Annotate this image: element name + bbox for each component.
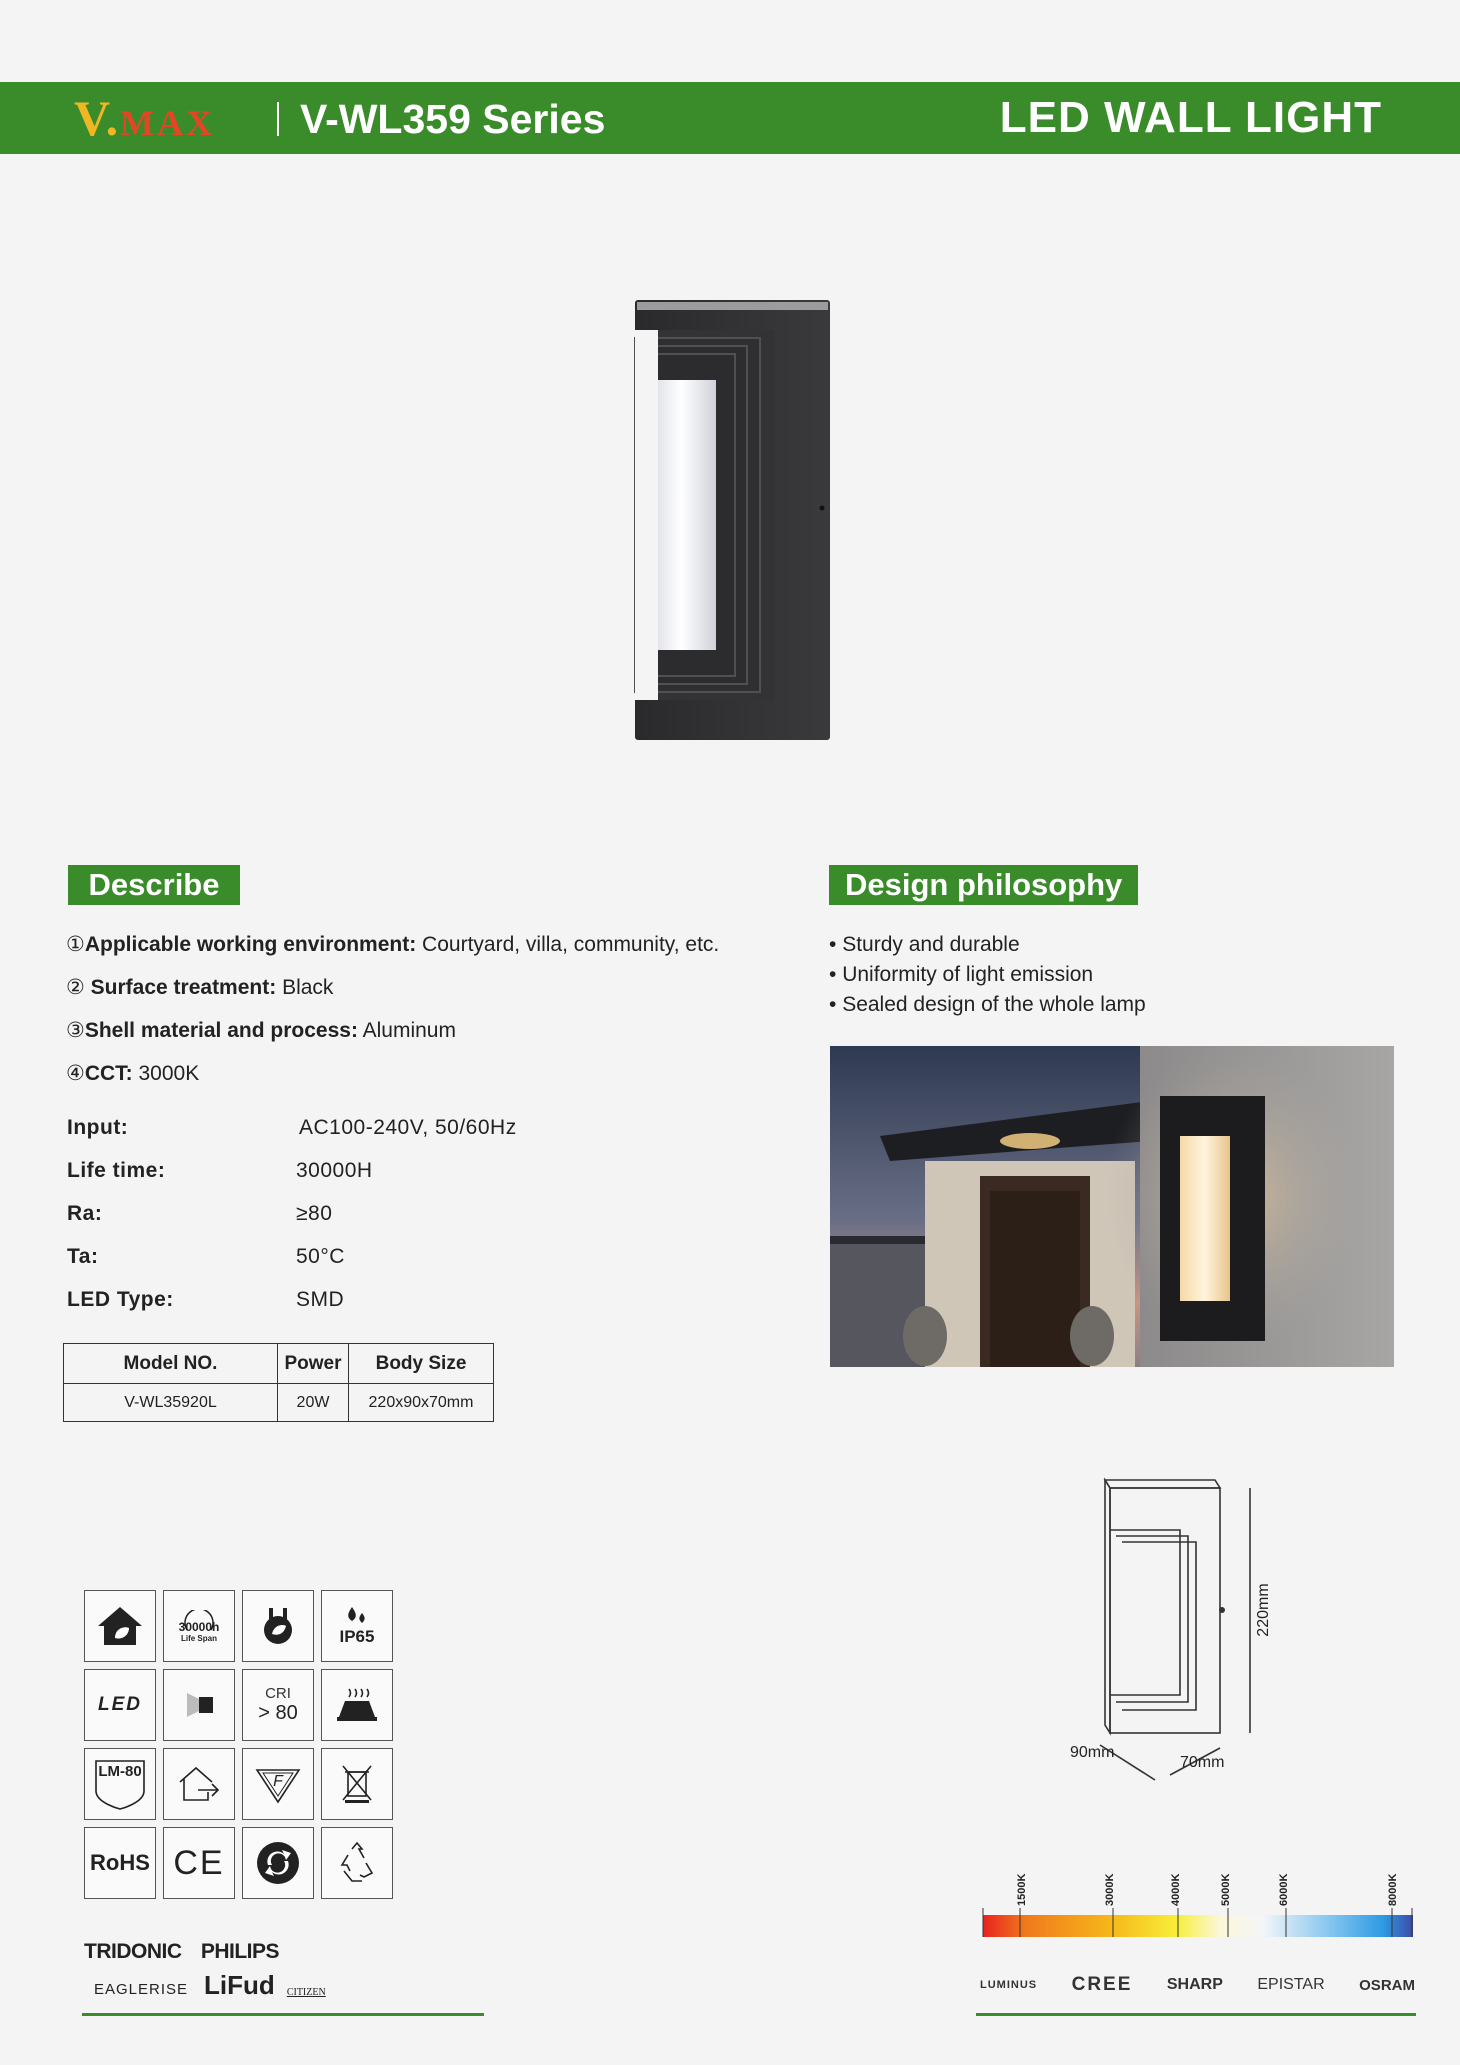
brand-separator bbox=[277, 102, 279, 136]
product-photo bbox=[625, 290, 840, 750]
brand-main: V. bbox=[74, 90, 121, 146]
list-item: • Sturdy and durable bbox=[829, 930, 1146, 960]
led-icon: LED bbox=[84, 1669, 156, 1741]
brand-logo bbox=[74, 88, 215, 153]
driver-brand-logos bbox=[84, 1940, 326, 1998]
green-dot-icon bbox=[242, 1827, 314, 1899]
list-item: • Uniformity of light emission bbox=[829, 960, 1146, 990]
lifud-logo: LiFud bbox=[204, 1970, 275, 2000]
table-header-model: Model NO. bbox=[64, 1344, 278, 1384]
weee-bin-icon bbox=[321, 1748, 393, 1820]
certification-icon-grid bbox=[84, 1590, 393, 1899]
chip-brand-logos bbox=[980, 1974, 1415, 1996]
installation-scene-photo bbox=[830, 1046, 1394, 1367]
driver-brand-row-1 bbox=[84, 1940, 326, 1964]
ip65-icon: IP65 bbox=[321, 1590, 393, 1662]
describe-line-environment: ①Applicable working environment: Courtyard, villa, community, etc. bbox=[66, 933, 720, 956]
beam-angle-icon bbox=[163, 1669, 235, 1741]
driver-brand-row-2 bbox=[84, 1972, 326, 1998]
plug-leaf-icon bbox=[242, 1590, 314, 1662]
sharp-logo: SHARP bbox=[1166, 1976, 1223, 1993]
model-table bbox=[63, 1343, 494, 1422]
dimension-height-label: 220mm bbox=[1255, 1583, 1272, 1637]
table-cell-model: V-WL35920L bbox=[64, 1384, 278, 1422]
footer-line-right bbox=[976, 2013, 1416, 2016]
design-bullet-list bbox=[829, 930, 1146, 1020]
f-mark-icon: F bbox=[242, 1748, 314, 1820]
table-row bbox=[64, 1384, 494, 1422]
cct-color-scale bbox=[980, 1860, 1415, 1940]
philips-logo: PHILIPS bbox=[200, 1940, 280, 1963]
table-cell-body-size: 220x90x70mm bbox=[349, 1384, 494, 1422]
design-philosophy-title: Design philosophy bbox=[829, 865, 1138, 905]
ce-icon: CE bbox=[163, 1827, 235, 1899]
lm80-icon: LM-80 bbox=[84, 1748, 156, 1820]
life-span-icon: 30000h Life Span bbox=[163, 1590, 235, 1662]
dimension-depth-label: 70mm bbox=[1180, 1754, 1225, 1771]
series-title: V-WL359 Series bbox=[300, 96, 606, 142]
cct-tick-label: 3000K bbox=[1104, 1873, 1116, 1906]
cree-logo: CREE bbox=[1071, 1974, 1133, 1995]
describe-line-surface: ② Surface treatment: Black bbox=[66, 976, 334, 999]
table-cell-power: 20W bbox=[278, 1384, 349, 1422]
epistar-logo: EPISTAR bbox=[1257, 1976, 1325, 1993]
recycle-icon bbox=[321, 1827, 393, 1899]
osram-logo: OSRAM bbox=[1359, 1976, 1415, 1994]
category-title: LED WALL LIGHT bbox=[999, 93, 1382, 142]
footer-line-left bbox=[82, 2013, 484, 2016]
table-header-power: Power bbox=[278, 1344, 349, 1384]
indoor-arrow-icon bbox=[163, 1748, 235, 1820]
brand-sub: MAX bbox=[120, 103, 216, 143]
tridonic-logo: TRIDONIC bbox=[84, 1940, 182, 1963]
header-band bbox=[0, 82, 1460, 154]
citizen-logo: CITIZEN bbox=[286, 1987, 326, 1998]
cri-icon: CRI > 80 bbox=[242, 1669, 314, 1741]
cct-tick-label: 1500K bbox=[1016, 1873, 1028, 1906]
dimension-width-label: 90mm bbox=[1070, 1744, 1115, 1761]
rohs-icon: RoHS bbox=[84, 1827, 156, 1899]
cct-tick-label: 5000K bbox=[1220, 1873, 1232, 1906]
dimension-drawing bbox=[1060, 1470, 1360, 1790]
list-item: • Sealed design of the whole lamp bbox=[829, 990, 1146, 1020]
luminus-logo: LUMINUS bbox=[980, 1979, 1038, 1991]
describe-line-shell: ③Shell material and process: Aluminum bbox=[66, 1019, 456, 1042]
heat-dissipation-icon bbox=[321, 1669, 393, 1741]
describe-line-cct: ④CCT: 3000K bbox=[66, 1062, 200, 1085]
describe-title: Describe bbox=[68, 865, 240, 905]
table-header-row bbox=[64, 1344, 494, 1384]
cct-tick-label: 6000K bbox=[1278, 1873, 1290, 1906]
cct-tick-label: 4000K bbox=[1170, 1873, 1182, 1906]
home-icon bbox=[84, 1590, 156, 1662]
cct-tick-label: 8000K bbox=[1387, 1873, 1399, 1906]
eaglerise-logo: EAGLERISE bbox=[94, 1981, 189, 1998]
table-header-body-size: Body Size bbox=[349, 1344, 494, 1384]
